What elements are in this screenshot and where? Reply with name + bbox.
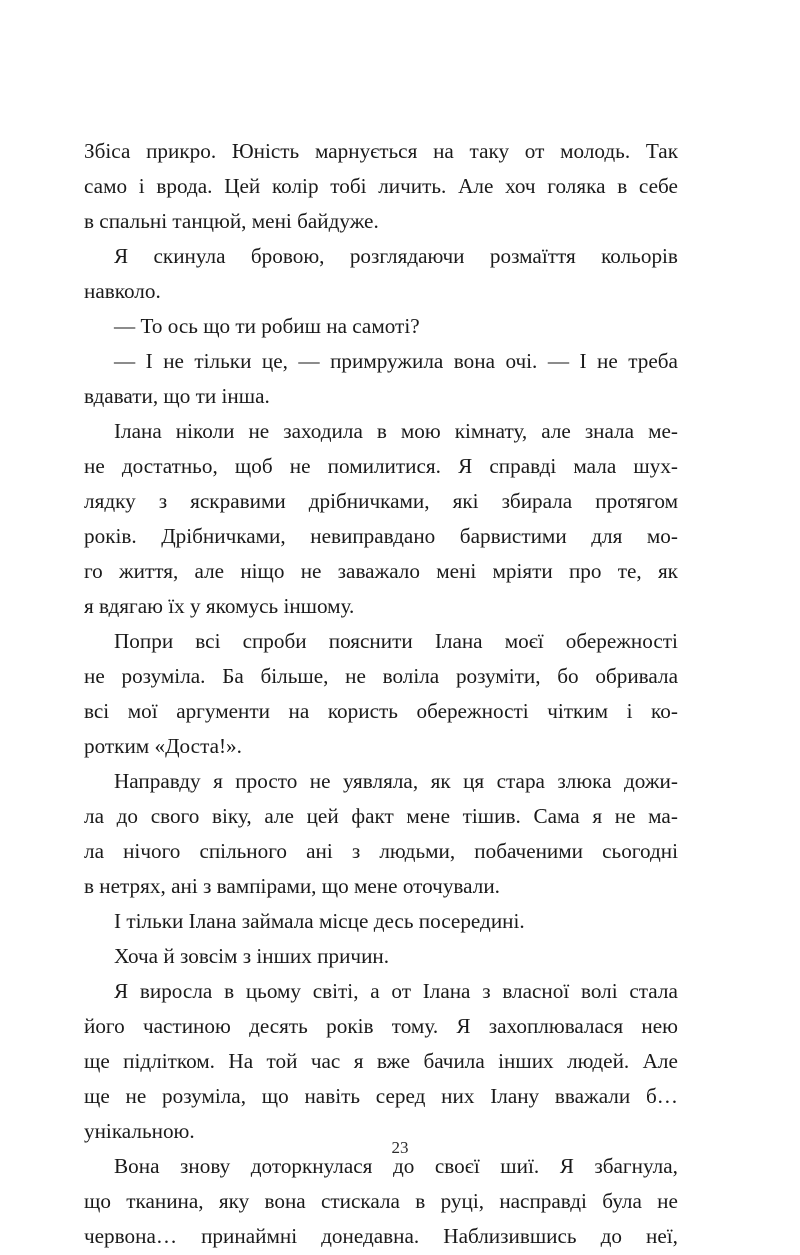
word: принаймні [201, 1224, 298, 1248]
word: його [84, 1014, 125, 1038]
word: мені [436, 559, 477, 583]
word: ця [463, 769, 485, 793]
word: людьми, [379, 839, 456, 863]
text-line [84, 834, 678, 869]
word: і [138, 174, 145, 198]
word: — [547, 349, 570, 373]
word: щоб [234, 454, 273, 478]
word: я [353, 1049, 364, 1073]
paragraph [84, 624, 678, 764]
word: заважало [337, 559, 420, 583]
word: пояснити [328, 629, 413, 653]
word: них [441, 1084, 475, 1108]
paragraph [84, 309, 678, 344]
word: які [452, 489, 479, 513]
word: не [597, 349, 618, 373]
word: Але [458, 174, 494, 198]
paragraph [84, 134, 678, 239]
word: стара [496, 769, 545, 793]
text-line [84, 799, 678, 834]
word: Я [458, 454, 473, 478]
text-line [84, 694, 678, 729]
word: своєї [434, 1154, 480, 1178]
word: серед [375, 1084, 426, 1108]
word: бровою, [250, 244, 325, 268]
word: в [224, 979, 235, 1003]
word: підлітком. [123, 1049, 215, 1073]
word: на [288, 699, 310, 723]
word: скинула [153, 244, 226, 268]
text-line [84, 344, 678, 379]
word: І [145, 349, 153, 373]
word: Вона [114, 1154, 160, 1178]
word: бо [557, 664, 579, 688]
word: уявляла, [342, 769, 419, 793]
word: стискала [321, 1189, 400, 1213]
word: молодь. [560, 139, 631, 163]
word: це, [261, 349, 288, 373]
word: злюка [557, 769, 612, 793]
text-line [84, 519, 678, 554]
word: Ілана [434, 629, 483, 653]
word: просто [235, 769, 298, 793]
word: от [391, 979, 411, 1003]
paragraph [84, 764, 678, 904]
word: мала [573, 454, 617, 478]
word: Але [642, 1049, 678, 1073]
text-line: в нетрях, ані з вампірами, що мене оточували. [84, 874, 500, 898]
word: волі [580, 979, 618, 1003]
word: от [524, 139, 545, 163]
word: Так [645, 139, 678, 163]
word: руці, [440, 1189, 485, 1213]
word: обережності [565, 629, 678, 653]
word: треба [628, 349, 678, 373]
text-line [84, 974, 678, 1009]
word: Сама [533, 804, 580, 828]
word: більше, [260, 664, 329, 688]
word: достатньо, [121, 454, 218, 478]
word: Ілана [422, 979, 471, 1003]
word: для [591, 524, 623, 548]
word: ла [84, 839, 104, 863]
paragraph [84, 414, 678, 624]
word: червона… [84, 1224, 178, 1248]
word: личить. [378, 174, 447, 198]
word: Наблизившись [443, 1224, 577, 1248]
word: шух- [633, 454, 678, 478]
word: Попри [114, 629, 174, 653]
word: примружила [330, 349, 444, 373]
word: розуміла. [121, 664, 206, 688]
word: дожи- [624, 769, 678, 793]
word: невиправдано [310, 524, 436, 548]
word: побаченими [474, 839, 584, 863]
word: в [617, 174, 628, 198]
word: хоч [505, 174, 536, 198]
text-line [84, 624, 678, 659]
word: знала [584, 419, 635, 443]
word: Дрібничками, [161, 524, 286, 548]
word: воліла [382, 664, 440, 688]
text-line: вдавати, що ти інша. [84, 384, 270, 408]
word: з [351, 839, 361, 863]
word: тому. [391, 1014, 439, 1038]
word: знову [180, 1154, 231, 1178]
text-line [84, 169, 678, 204]
word: частиною [142, 1014, 231, 1038]
paragraph [84, 974, 678, 1149]
word: ніколи [175, 419, 235, 443]
text-line [84, 659, 678, 694]
word: але [194, 559, 225, 583]
word: Ілана [114, 419, 162, 443]
word: не [84, 454, 105, 478]
word: насправді [499, 1189, 587, 1213]
paragraph [84, 939, 678, 974]
word: донедавна. [321, 1224, 420, 1248]
word: ніщо [240, 559, 285, 583]
paragraph [84, 239, 678, 309]
word: неї, [646, 1224, 678, 1248]
word: не [125, 1084, 147, 1108]
word: в [415, 1189, 426, 1213]
word: в [376, 419, 387, 443]
word: до [600, 1224, 622, 1248]
body-text-column [84, 134, 678, 1254]
word: мо- [646, 524, 678, 548]
word: кольорів [601, 244, 678, 268]
word: мене [406, 804, 450, 828]
text-line [84, 554, 678, 589]
word: — [298, 349, 320, 373]
word: інших [498, 1049, 554, 1073]
word: обривала [595, 664, 678, 688]
word: всі [195, 629, 221, 653]
page-number: 23 [391, 1138, 409, 1157]
word: мою [400, 419, 441, 443]
word: протягом [595, 489, 678, 513]
word: прикро. [146, 139, 217, 163]
word: розглядаючи [349, 244, 465, 268]
word: десять [249, 1014, 308, 1038]
word: Я [456, 1014, 471, 1038]
word: не [300, 559, 322, 583]
text-line [84, 764, 678, 799]
word: Я [559, 1154, 574, 1178]
word: аргументи [176, 699, 270, 723]
word: не [345, 664, 366, 688]
word: до [392, 1154, 415, 1178]
word: колір [271, 174, 319, 198]
text-line [84, 134, 678, 169]
word: людей. [567, 1049, 630, 1073]
word: не [163, 349, 184, 373]
word: з [482, 979, 491, 1003]
text-line [84, 449, 678, 484]
word: не [289, 454, 311, 478]
text-line [84, 239, 678, 274]
word: помилитися. [327, 454, 441, 478]
word: шиї. [500, 1154, 540, 1178]
word: користь [327, 699, 398, 723]
word: не [84, 664, 105, 688]
text-line [84, 484, 678, 519]
word: Направду [114, 769, 201, 793]
text-line: я вдягаю їх у якомусь іншому. [84, 594, 355, 618]
text-line: Хоча й зовсім з інших причин. [114, 944, 390, 968]
word: сьогодні [602, 839, 678, 863]
word: барвистими [459, 524, 567, 548]
word: заходила [283, 419, 363, 443]
word: вона [453, 349, 495, 373]
word: моєї [504, 629, 544, 653]
word: тільки [194, 349, 252, 373]
word: але [541, 419, 571, 443]
word: я [592, 804, 603, 828]
word: ані [306, 839, 333, 863]
word: світі, [312, 979, 359, 1003]
word: факт [351, 804, 394, 828]
paragraph [84, 1149, 678, 1254]
word: я [213, 769, 223, 793]
word: що [261, 1084, 289, 1108]
word: але [264, 804, 294, 828]
text-line [84, 414, 678, 449]
word: і [626, 699, 633, 723]
word: віку, [212, 804, 252, 828]
word: а [370, 979, 380, 1003]
word: само [84, 174, 128, 198]
word: Я [114, 244, 129, 268]
word: розуміла, [162, 1084, 247, 1108]
text-line [84, 1044, 678, 1079]
word: ко- [651, 699, 678, 723]
text-line: унікальною. [84, 1119, 195, 1143]
word: спроби [242, 629, 307, 653]
word: ла [84, 804, 104, 828]
word: не [614, 804, 636, 828]
word: як [657, 559, 678, 583]
word: На [228, 1049, 254, 1073]
text-line [84, 1009, 678, 1044]
word: ма- [648, 804, 678, 828]
word: очі. [505, 349, 538, 373]
word: років [326, 1014, 374, 1038]
word: справді [489, 454, 557, 478]
word: Збіса [84, 139, 131, 163]
word: з [158, 489, 168, 513]
word: яскравими [190, 489, 286, 513]
word: чітким [547, 699, 609, 723]
word: ще [84, 1084, 110, 1108]
word: цьому [245, 979, 302, 1003]
word: ме- [648, 419, 678, 443]
text-line: в спальні танцюй, мені байдуже. [84, 209, 379, 233]
word: Я [114, 979, 129, 1003]
word: розмаїття [489, 244, 576, 268]
word: доторкнулася [250, 1154, 373, 1178]
word: до [116, 804, 139, 828]
word: час [310, 1049, 341, 1073]
word: Цей [224, 174, 261, 198]
word: дрібничками, [308, 489, 430, 513]
text-line: ротким «Доста!». [84, 734, 242, 758]
word: Юність [231, 139, 300, 163]
word: була [602, 1189, 642, 1213]
word: життя, [119, 559, 179, 583]
word: бачила [423, 1049, 485, 1073]
word: всі [84, 699, 110, 723]
word: як [430, 769, 451, 793]
word: кімнату, [454, 419, 528, 443]
word: навіть [304, 1084, 361, 1108]
word: захоплювалася [488, 1014, 624, 1038]
paragraph [84, 344, 678, 414]
word: тканина, [126, 1189, 204, 1213]
text-line [84, 1219, 678, 1254]
word: б… [645, 1084, 678, 1108]
word: нею [641, 1014, 678, 1038]
word: тобі [330, 174, 367, 198]
word: стала [629, 979, 678, 1003]
word: про [568, 559, 602, 583]
word: не [657, 1189, 678, 1213]
word: себе [638, 174, 678, 198]
word: не [248, 419, 270, 443]
word: го [84, 559, 103, 583]
word: врода. [156, 174, 213, 198]
word: таку [469, 139, 510, 163]
word: мої [127, 699, 158, 723]
word: свого [150, 804, 200, 828]
text-line [84, 1079, 678, 1114]
word: лядку [84, 489, 136, 513]
word: збирала [501, 489, 573, 513]
word: ще [84, 1049, 110, 1073]
word: мріяти [492, 559, 553, 583]
text-line: І тільки Ілана займала місце десь посередині. [114, 909, 525, 933]
text-line: навколо. [84, 279, 161, 303]
word: яку [218, 1189, 250, 1213]
word: той [266, 1049, 298, 1073]
word: голяка [547, 174, 606, 198]
word: обережності [416, 699, 529, 723]
word: вона [264, 1189, 306, 1213]
word: виросла [139, 979, 213, 1003]
word: збагнула, [594, 1154, 678, 1178]
word: — [114, 349, 136, 373]
word: Ілану [490, 1084, 540, 1108]
word: на [433, 139, 454, 163]
word: марнується [314, 139, 418, 163]
paragraph [84, 904, 678, 939]
word: років. [84, 524, 137, 548]
word: що [84, 1189, 111, 1213]
word: розуміти, [455, 664, 541, 688]
word: спільного [199, 839, 287, 863]
word: не [309, 769, 331, 793]
word: цей [306, 804, 339, 828]
word: вже [376, 1049, 411, 1073]
text-line [84, 1184, 678, 1219]
word: те, [617, 559, 642, 583]
word: власної [502, 979, 570, 1003]
word: Ба [222, 664, 244, 688]
word: тішив. [462, 804, 521, 828]
text-line: — То ось що ти робиш на самоті? [114, 314, 420, 338]
word: нічого [123, 839, 181, 863]
word: вважали [554, 1084, 631, 1108]
word: І [579, 349, 587, 373]
